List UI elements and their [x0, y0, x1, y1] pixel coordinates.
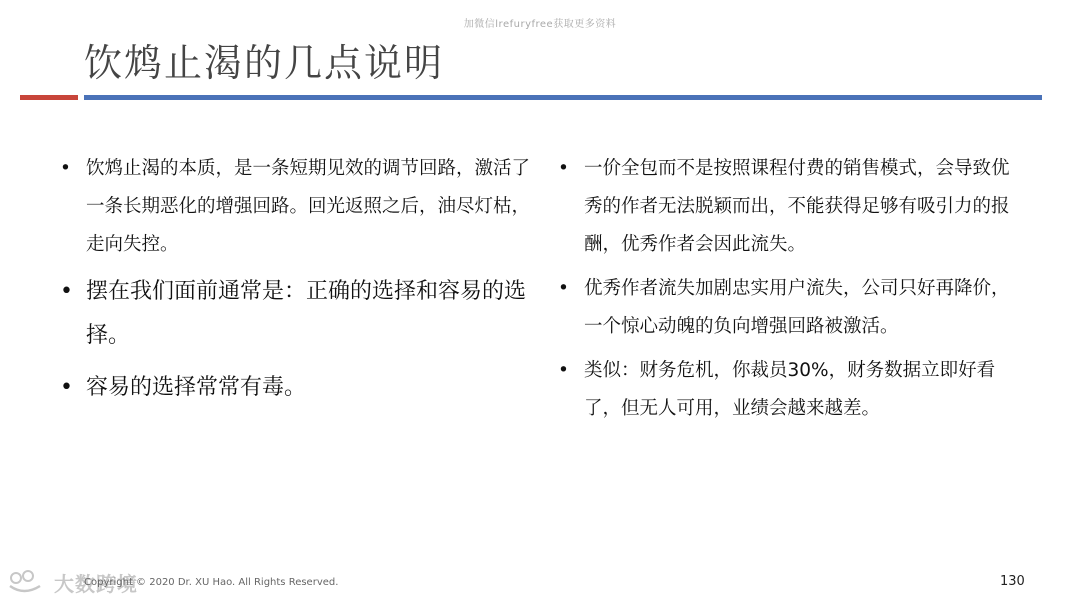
right-bullet-2	[556, 270, 1026, 346]
right-bullet-1-text: 一价全包而不是按照课程付费的销售模式，会导致优秀的作者无法脱颖而出，不能获得足够有吸引力的报酬，优秀作者会因此流失。	[584, 158, 1010, 255]
right-bullet-3-text: 类似：财务危机，你裁员30%，财务数据立即好看了，但无人可用，业绩会越来越差。	[584, 360, 996, 419]
footer-copyright: Copyright © 2020 Dr. XU Hao. All Rights Reserved.	[84, 577, 339, 588]
bullet-dot: •	[60, 375, 73, 400]
left-bullet-3	[58, 366, 536, 410]
watermark-top: 加微信lrefuryfree获取更多资料	[463, 19, 617, 30]
left-bullet-1	[58, 150, 536, 264]
right-bullet-1	[556, 150, 1026, 264]
right-bullet-3	[556, 352, 1026, 428]
right-bullet-list	[556, 150, 1026, 434]
left-bullet-2-text: 摆在我们面前通常是：正确的选择和容易的选择。	[86, 279, 527, 348]
left-bullet-1-text: 饮鸩止渴的本质，是一条短期见效的调节回路，激活了一条长期恶化的增强回路。回光返照之后，油尽灯枯，走向失控。	[86, 158, 531, 255]
left-bullet-list	[58, 150, 536, 418]
bullet-dot: •	[558, 278, 569, 299]
bullet-dot: •	[558, 158, 569, 179]
right-bullet-2-text: 优秀作者流失加剧忠实用户流失，公司只好再降价，一个惊心动魄的负向增强回路被激活。	[584, 278, 1010, 337]
bullet-dot: •	[60, 279, 73, 304]
page-number: 130	[1000, 574, 1025, 589]
watermark-logo-text: 大数跨境	[54, 572, 138, 596]
left-bullet-2	[58, 270, 536, 358]
bullet-dot: •	[60, 158, 71, 179]
bullet-dot: •	[558, 360, 569, 381]
left-bullet-3-text: 容易的选择常常有毒。	[86, 375, 307, 400]
bear-face-logo-icon	[6, 570, 50, 596]
title-rule-blue	[84, 95, 1042, 100]
title-rule-red	[20, 95, 78, 100]
slide-title: 饮鸩止渴的几点说明	[84, 41, 445, 85]
